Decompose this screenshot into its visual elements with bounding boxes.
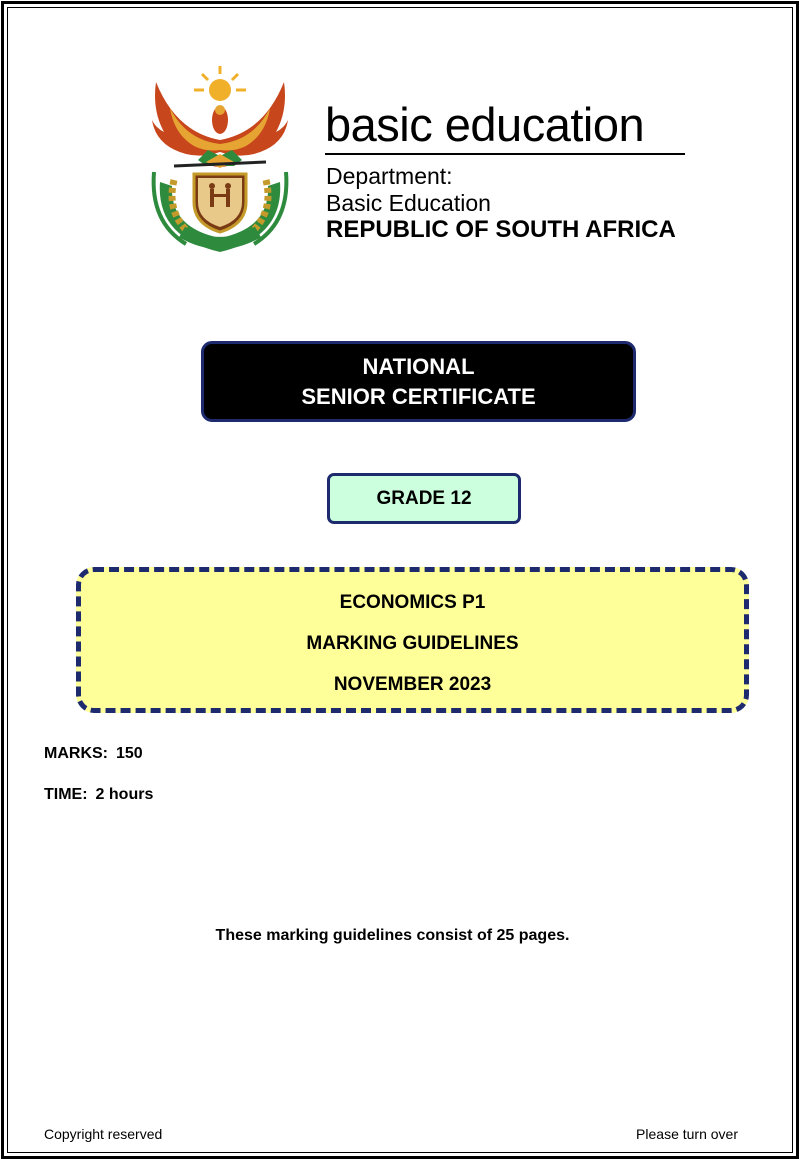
grade-label: GRADE 12 [376,487,472,509]
subject-panel [76,567,749,713]
marks-row [44,745,143,763]
department-name: Basic Education [326,190,491,216]
turn-over-notice: Please turn over [636,1126,738,1142]
copyright-notice: Copyright reserved [44,1126,163,1142]
certificate-line-2: SENIOR CERTIFICATE [301,383,536,409]
document-type: MARKING GUIDELINES [306,633,519,654]
coat-of-arms-icon [146,62,294,258]
time-label: TIME: [44,786,88,803]
country-name: REPUBLIC OF SOUTH AFRICA [326,216,676,243]
exam-session: NOVEMBER 2023 [333,674,492,695]
grade-badge [327,473,521,524]
time-row [44,786,153,804]
brand-title: basic education [325,98,645,151]
brand-divider [325,153,685,155]
marks-label: MARKS: [44,745,108,762]
time-value: 2 hours [95,786,154,803]
department-label: Department: [326,163,453,189]
subject-paper: ECONOMICS P1 [339,592,486,613]
page-count-note: These marking guidelines consist of 25 pages. [215,927,570,944]
certificate-line-1: NATIONAL [362,353,475,379]
certificate-banner [201,341,636,422]
marks-value: 150 [116,745,143,762]
